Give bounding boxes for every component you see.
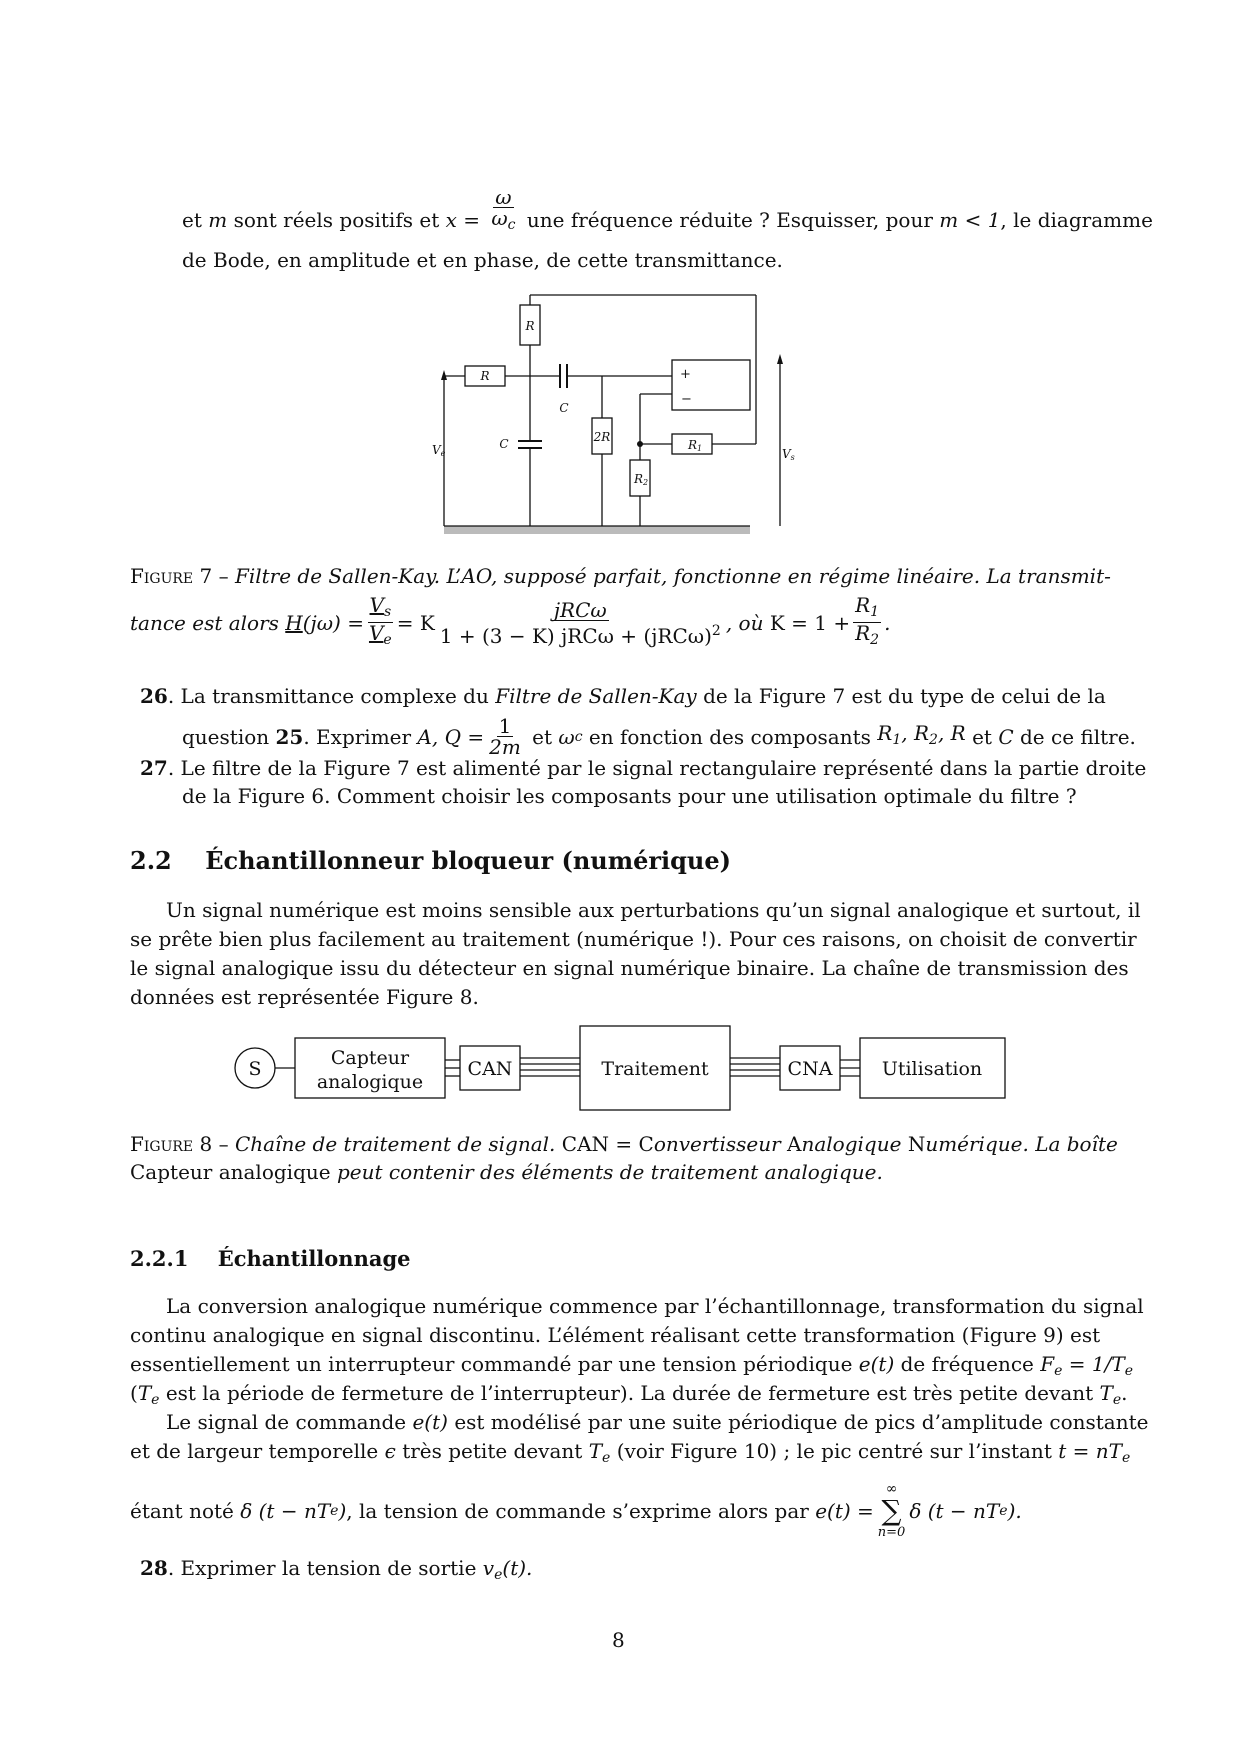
fig8-caption-line-1: Figure 8 – Chaîne de traitement de signal. CAN = Convertisseur Analogique Numérique. La boîte	[130, 1132, 1118, 1156]
para2-line-1: La conversion analogique numérique commence par l’échantillonnage, transformation du signal	[166, 1294, 1144, 1318]
question-27-line-1: 27. Le filtre de la Figure 7 est alimenté par le signal rectangulaire représenté dans la partie droite	[140, 756, 1147, 780]
fig7-caption-line-2: tance est alors H (jω) = $\frac{V_s}{V_e}$ = K $\frac{\text{jRCω}}{1 + (3 - K) jRC\omega + (jRC\omega)^2}$ , où K = 1 + $\frac{R_1}{R_2}$ .	[130, 593, 891, 648]
label-ve: Ve	[432, 443, 446, 458]
para1-line-1: Un signal numérique est moins sensible aux perturbations qu’un signal analogique et surtout, il	[166, 898, 1141, 922]
opamp-plus: +	[680, 367, 691, 382]
vs-over-ve: $\frac{V_s}{V_e}$	[368, 593, 392, 648]
para1-line-2: se prête bien plus facilement au traitement (numérique !). Pour ces raisons, on choisit de convertir	[130, 927, 1137, 951]
label-capteur-2: analogique	[316, 1071, 424, 1093]
label-c-series: C	[559, 401, 569, 415]
label-can: CAN	[467, 1058, 513, 1080]
label-traitement: Traitement	[601, 1058, 709, 1080]
transfer-function-fraction: $\frac{\text{jRCω}}{1 + (3 - K) jRC\omega + (jRC\omega)^2}$	[439, 597, 721, 648]
section-2-2-1-heading: 2.2.1 Échantillonnage	[130, 1246, 411, 1271]
label-capteur-1: Capteur	[330, 1047, 410, 1069]
top-line-1: et m sont réels positifs et x = $\frac{\omega}{\omega_c}$ une fréquence réduite ? Esquisser, pour m < 1, le diagramme	[182, 184, 1153, 233]
q-fraction: $\frac{1}{2m}$	[489, 714, 521, 759]
reduced-frequency-fraction: $\frac{\omega}{\omega_c}$	[491, 184, 516, 233]
fig7-caption-line-1: Figure 7 – Filtre de Sallen-Kay. L’AO, supposé parfait, fonctionne en régime linéaire. La transmit-	[130, 564, 1111, 588]
r1-over-r2: $\frac{R_1}{R_2}$	[855, 593, 880, 648]
label-source: S	[248, 1058, 262, 1080]
ground-plane	[444, 526, 750, 534]
label-r1: R1	[688, 438, 703, 453]
para1-line-4: données est représentée Figure 8.	[130, 985, 479, 1009]
question-27-line-2: de la Figure 6. Comment choisir les composants pour une utilisation optimale du filtre ?	[182, 784, 1077, 808]
label-2r: 2R	[593, 430, 611, 444]
fig8-caption-line-2: Capteur analogique peut contenir des éléments de traitement analogique.	[130, 1160, 883, 1184]
para2-line-5: Le signal de commande e(t) est modélisé par une suite périodique de pics d’amplitude constante	[166, 1410, 1149, 1434]
question-28: 28. Exprimer la tension de sortie $v_e(t)$.	[140, 1556, 533, 1583]
para2-line-6: et de largeur temporelle ϵ très petite devant $T_e$ (voir Figure 10) ; le pic centré sur l’instant $t = nT_e$	[130, 1439, 1131, 1466]
para2-line-3: essentiellement un interrupteur commandé par une tension périodique e(t) de fréquence $F_e = 1/T_e$	[130, 1352, 1133, 1379]
label-r-left: R	[480, 369, 490, 383]
label-c-shunt: C	[499, 437, 509, 451]
opamp-minus: −	[681, 392, 692, 407]
question-26-line-2: question 25 . Exprimer A, Q = $\frac{1}{2m}$ et ω c en fonction des composants $R_1$, $R_2$, R et C de ce filtre.	[182, 714, 1136, 759]
para1-line-3: le signal analogique issu du détecteur en signal numérique binaire. La chaîne de transmission des	[130, 956, 1129, 980]
label-vs: Vs	[782, 447, 795, 462]
question-26-line-1: 26. La transmittance complexe du Filtre de Sallen-Kay de la Figure 7 est du type de celui de la	[140, 684, 1106, 708]
sallen-kay-circuit	[430, 290, 810, 540]
summation: ∞ ∑ n=0	[877, 1481, 906, 1540]
label-r2: R2	[634, 472, 649, 487]
section-2-2-heading: 2.2 Échantillonneur bloqueur (numérique)	[130, 846, 731, 875]
para2-line-4: ($T_e$ est la période de fermeture de l’interrupteur). La durée de fermeture est très petite devant $T_e$.	[130, 1381, 1128, 1408]
label-r-top: R	[525, 319, 535, 333]
para2-line-7: étant noté δ (t − nT e ) , la tension de commande s’exprime alors par e(t) = ∞ ∑ n=0 δ (t − nT e ).	[130, 1481, 1022, 1540]
para2-line-2: continu analogique en signal discontinu. L’élément réalisant cette transformation (Figure 9) est	[130, 1323, 1101, 1347]
label-cna: CNA	[787, 1058, 833, 1080]
signal-chain-diagram	[230, 1020, 1010, 1125]
label-utilisation: Utilisation	[881, 1058, 983, 1080]
page-number: 8	[612, 1628, 625, 1652]
top-line-2: de Bode, en amplitude et en phase, de cette transmittance.	[182, 248, 783, 272]
